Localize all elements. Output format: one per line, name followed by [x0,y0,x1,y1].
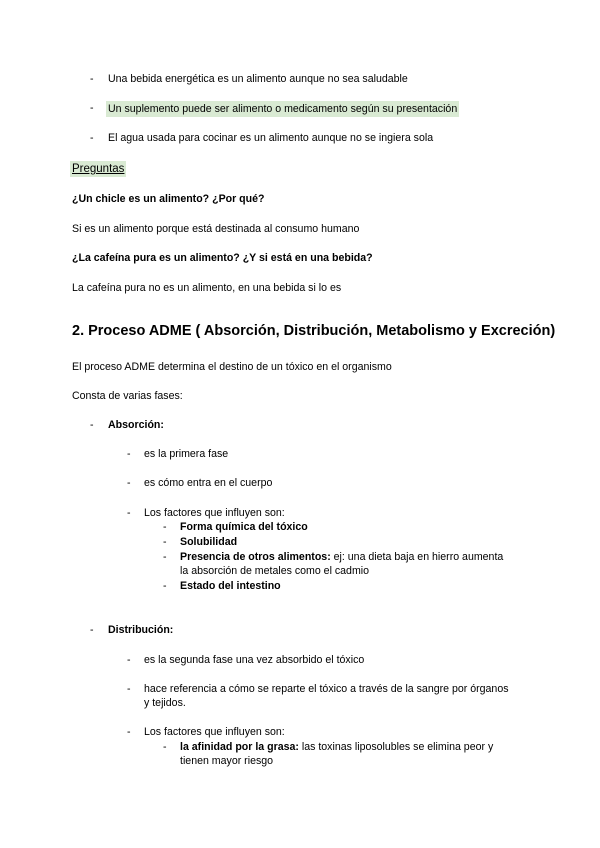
bullet-text: El agua usada para cocinar es un alimento aunque no se ingiera sola [108,132,434,144]
absorcion-label: Absorción: [108,419,164,431]
question-1: ¿Un chicle es un alimento? ¿Por qué? [72,193,265,205]
answer-1: Si es un alimento porque está destinada al consumo humano [72,223,360,235]
factor-rest: ej: una dieta baja en hierro aumenta [330,551,504,563]
factor-bold: Presencia de otros alimentos: [180,551,331,563]
bullet-dash: - [90,73,94,85]
bullet-dash: - [90,624,94,636]
bullet-dash: - [90,132,94,144]
distribucion-item: hace referencia a cómo se reparte el tóxico a través de la sangre por órganos [144,683,509,695]
bullet-dash: - [127,507,131,519]
question-2: ¿La cafeína pura es un alimento? ¿Y si está en una bebida? [72,252,373,264]
absorcion-item: es cómo entra en el cuerpo [144,477,273,489]
factor-rest-cont: tienen mayor riesgo [180,755,274,767]
bullet-dash: - [127,726,131,738]
distribucion-item-cont: y tejidos. [144,697,186,709]
factor-bold: Forma química del tóxico [180,521,308,533]
bullet-dash: - [90,419,94,431]
answer-2: La cafeína pura no es un alimento, en una bebida si lo es [72,282,342,294]
bullet-dash: - [127,654,131,666]
bullet-dash: - [163,536,167,548]
distribucion-item: es la segunda fase una vez absorbido el tóxico [144,654,365,666]
bullet-dash: - [163,551,167,563]
factor-line [180,740,493,754]
bullet-dash: - [163,741,167,753]
bullet-dash: - [127,683,131,695]
absorcion-item: es la primera fase [144,448,229,460]
absorcion-item: Los factores que influyen son: [144,507,285,519]
bullet-text: Una bebida energética es un alimento aunque no sea saludable [108,73,408,85]
bullet-dash: - [163,521,167,533]
section-intro: El proceso ADME determina el destino de un tóxico en el organismo [72,361,392,373]
preguntas-label: Preguntas [72,163,125,175]
distribucion-label: Distribución: [108,624,174,636]
factor-bold: Estado del intestino [180,580,281,592]
factor-rest: las toxinas liposolubles se elimina peor y [298,741,494,753]
bullet-dash: - [163,580,167,592]
factor-bold: la afinidad por la grasa: [180,741,299,753]
factor-line [180,550,503,564]
bullet-text-highlighted: Un suplemento puede ser alimento o medicamento según su presentación [108,103,458,115]
bullet-dash: - [90,102,94,114]
section-heading: 2. Proceso ADME ( Absorción, Distribución, Metabolismo y Excreción) [72,323,556,339]
distribucion-item: Los factores que influyen son: [144,726,285,738]
bullet-dash: - [127,448,131,460]
bullet-dash: - [127,477,131,489]
factor-rest-cont: la absorción de metales como el cadmio [180,565,370,577]
section-consta: Consta de varias fases: [72,390,183,402]
factor-bold: Solubilidad [180,536,238,548]
